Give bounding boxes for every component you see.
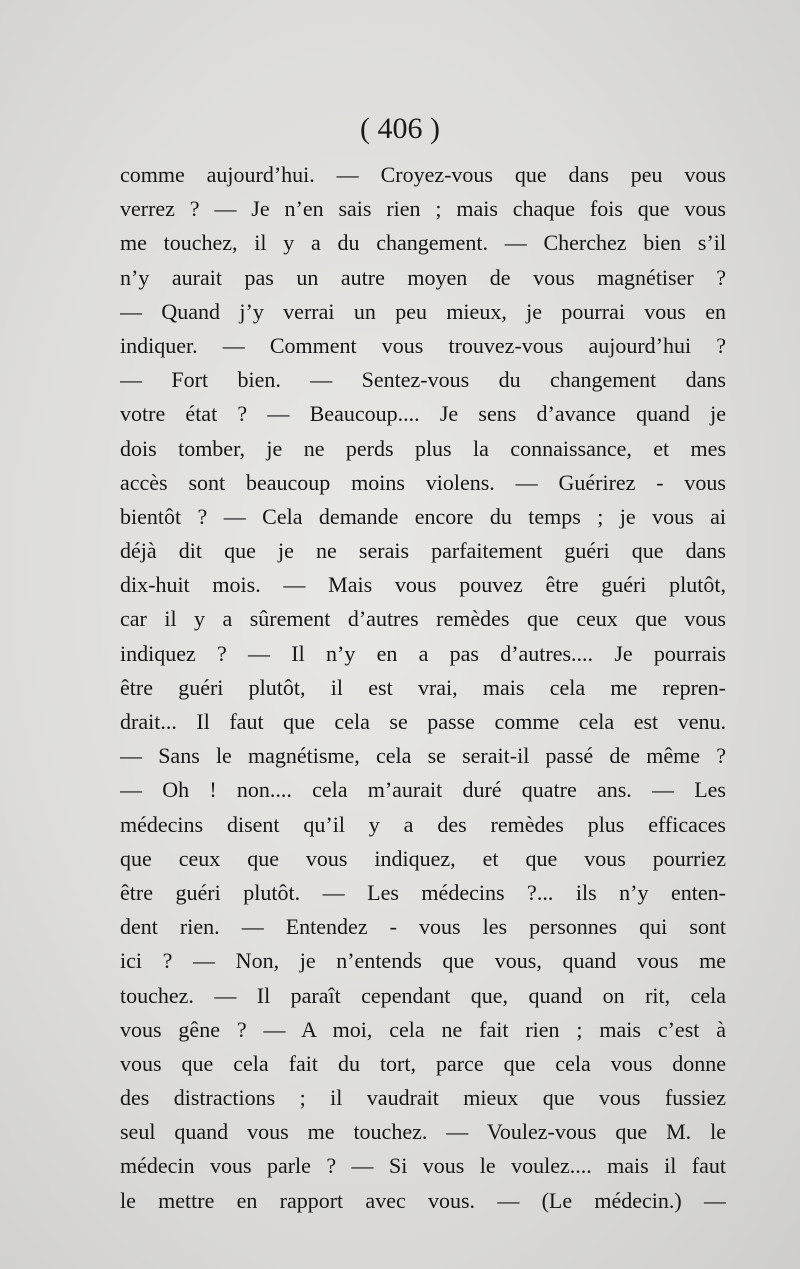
text-line: verrez ? — Je n’en sais rien ; mais chaque fois que vous	[120, 196, 726, 222]
text-line: ici ? — Non, je n’entends que vous, quand vous me	[120, 948, 726, 974]
text-line: seul quand vous me touchez. — Voulez-vous que M. le	[120, 1119, 726, 1145]
text-line: le mettre en rapport avec vous. — (Le médecin.) —	[120, 1187, 726, 1213]
text-line: — Oh ! non.... cela m’aurait duré quatre ans. — Les	[120, 777, 726, 803]
text-line: me touchez, il y a du changement. — Cherchez bien s’il	[120, 230, 726, 256]
text-line: touchez. — Il paraît cependant que, quand on rit, cela	[120, 982, 726, 1008]
text-line: dix-huit mois. — Mais vous pouvez être guéri plutôt,	[120, 572, 726, 598]
text-line: dois tomber, je ne perds plus la connaissance, et mes	[120, 435, 726, 461]
body-text	[120, 158, 726, 1218]
text-line: — Quand j’y verrai un peu mieux, je pourrai vous en	[120, 298, 726, 324]
text-line: des distractions ; il vaudrait mieux que vous fussiez	[120, 1085, 726, 1111]
text-line: accès sont beaucoup moins violens. — Guérirez - vous	[120, 469, 726, 495]
text-line: — Sans le magnétisme, cela se serait-il passé de même ?	[120, 743, 726, 769]
text-line: votre état ? — Beaucoup.... Je sens d’avance quand je	[120, 401, 726, 427]
text-line: médecin vous parle ? — Si vous le voulez.... mais il faut	[120, 1153, 726, 1179]
text-line: être guéri plutôt, il est vrai, mais cela me repren-	[120, 674, 726, 700]
text-line: médecins disent qu’il y a des remèdes plus efficaces	[120, 811, 726, 837]
text-line: dent rien. — Entendez - vous les personnes qui sont	[120, 914, 726, 940]
text-line: drait... Il faut que cela se passe comme cela est venu.	[120, 709, 726, 734]
text-line: car il y a sûrement d’autres remèdes que ceux que vous	[120, 606, 726, 632]
text-line: indiquez ? — Il n’y en a pas d’autres.... Je pourrais	[120, 640, 726, 666]
page-number: ( 406 )	[360, 112, 440, 145]
text-line: vous gêne ? — A moi, cela ne fait rien ; mais c’est à	[120, 1016, 726, 1042]
text-line: n’y aurait pas un autre moyen de vous magnétiser ?	[120, 264, 726, 290]
text-line: vous que cela fait du tort, parce que cela vous donne	[120, 1050, 726, 1076]
text-line: bientôt ? — Cela demande encore du temps ; je vous ai	[120, 503, 726, 529]
text-line: — Fort bien. — Sentez-vous du changement dans	[120, 367, 726, 393]
text-line: que ceux que vous indiquez, et que vous pourriez	[120, 845, 726, 871]
text-line: comme aujourd’hui. — Croyez-vous que dans peu vous	[120, 162, 726, 187]
text-line: déjà dit que je ne serais parfaitement guéri que dans	[120, 538, 726, 564]
text-line: être guéri plutôt. — Les médecins ?... ils n’y enten-	[120, 879, 726, 905]
text-line: indiquer. — Comment vous trouvez-vous aujourd’hui ?	[120, 332, 726, 358]
